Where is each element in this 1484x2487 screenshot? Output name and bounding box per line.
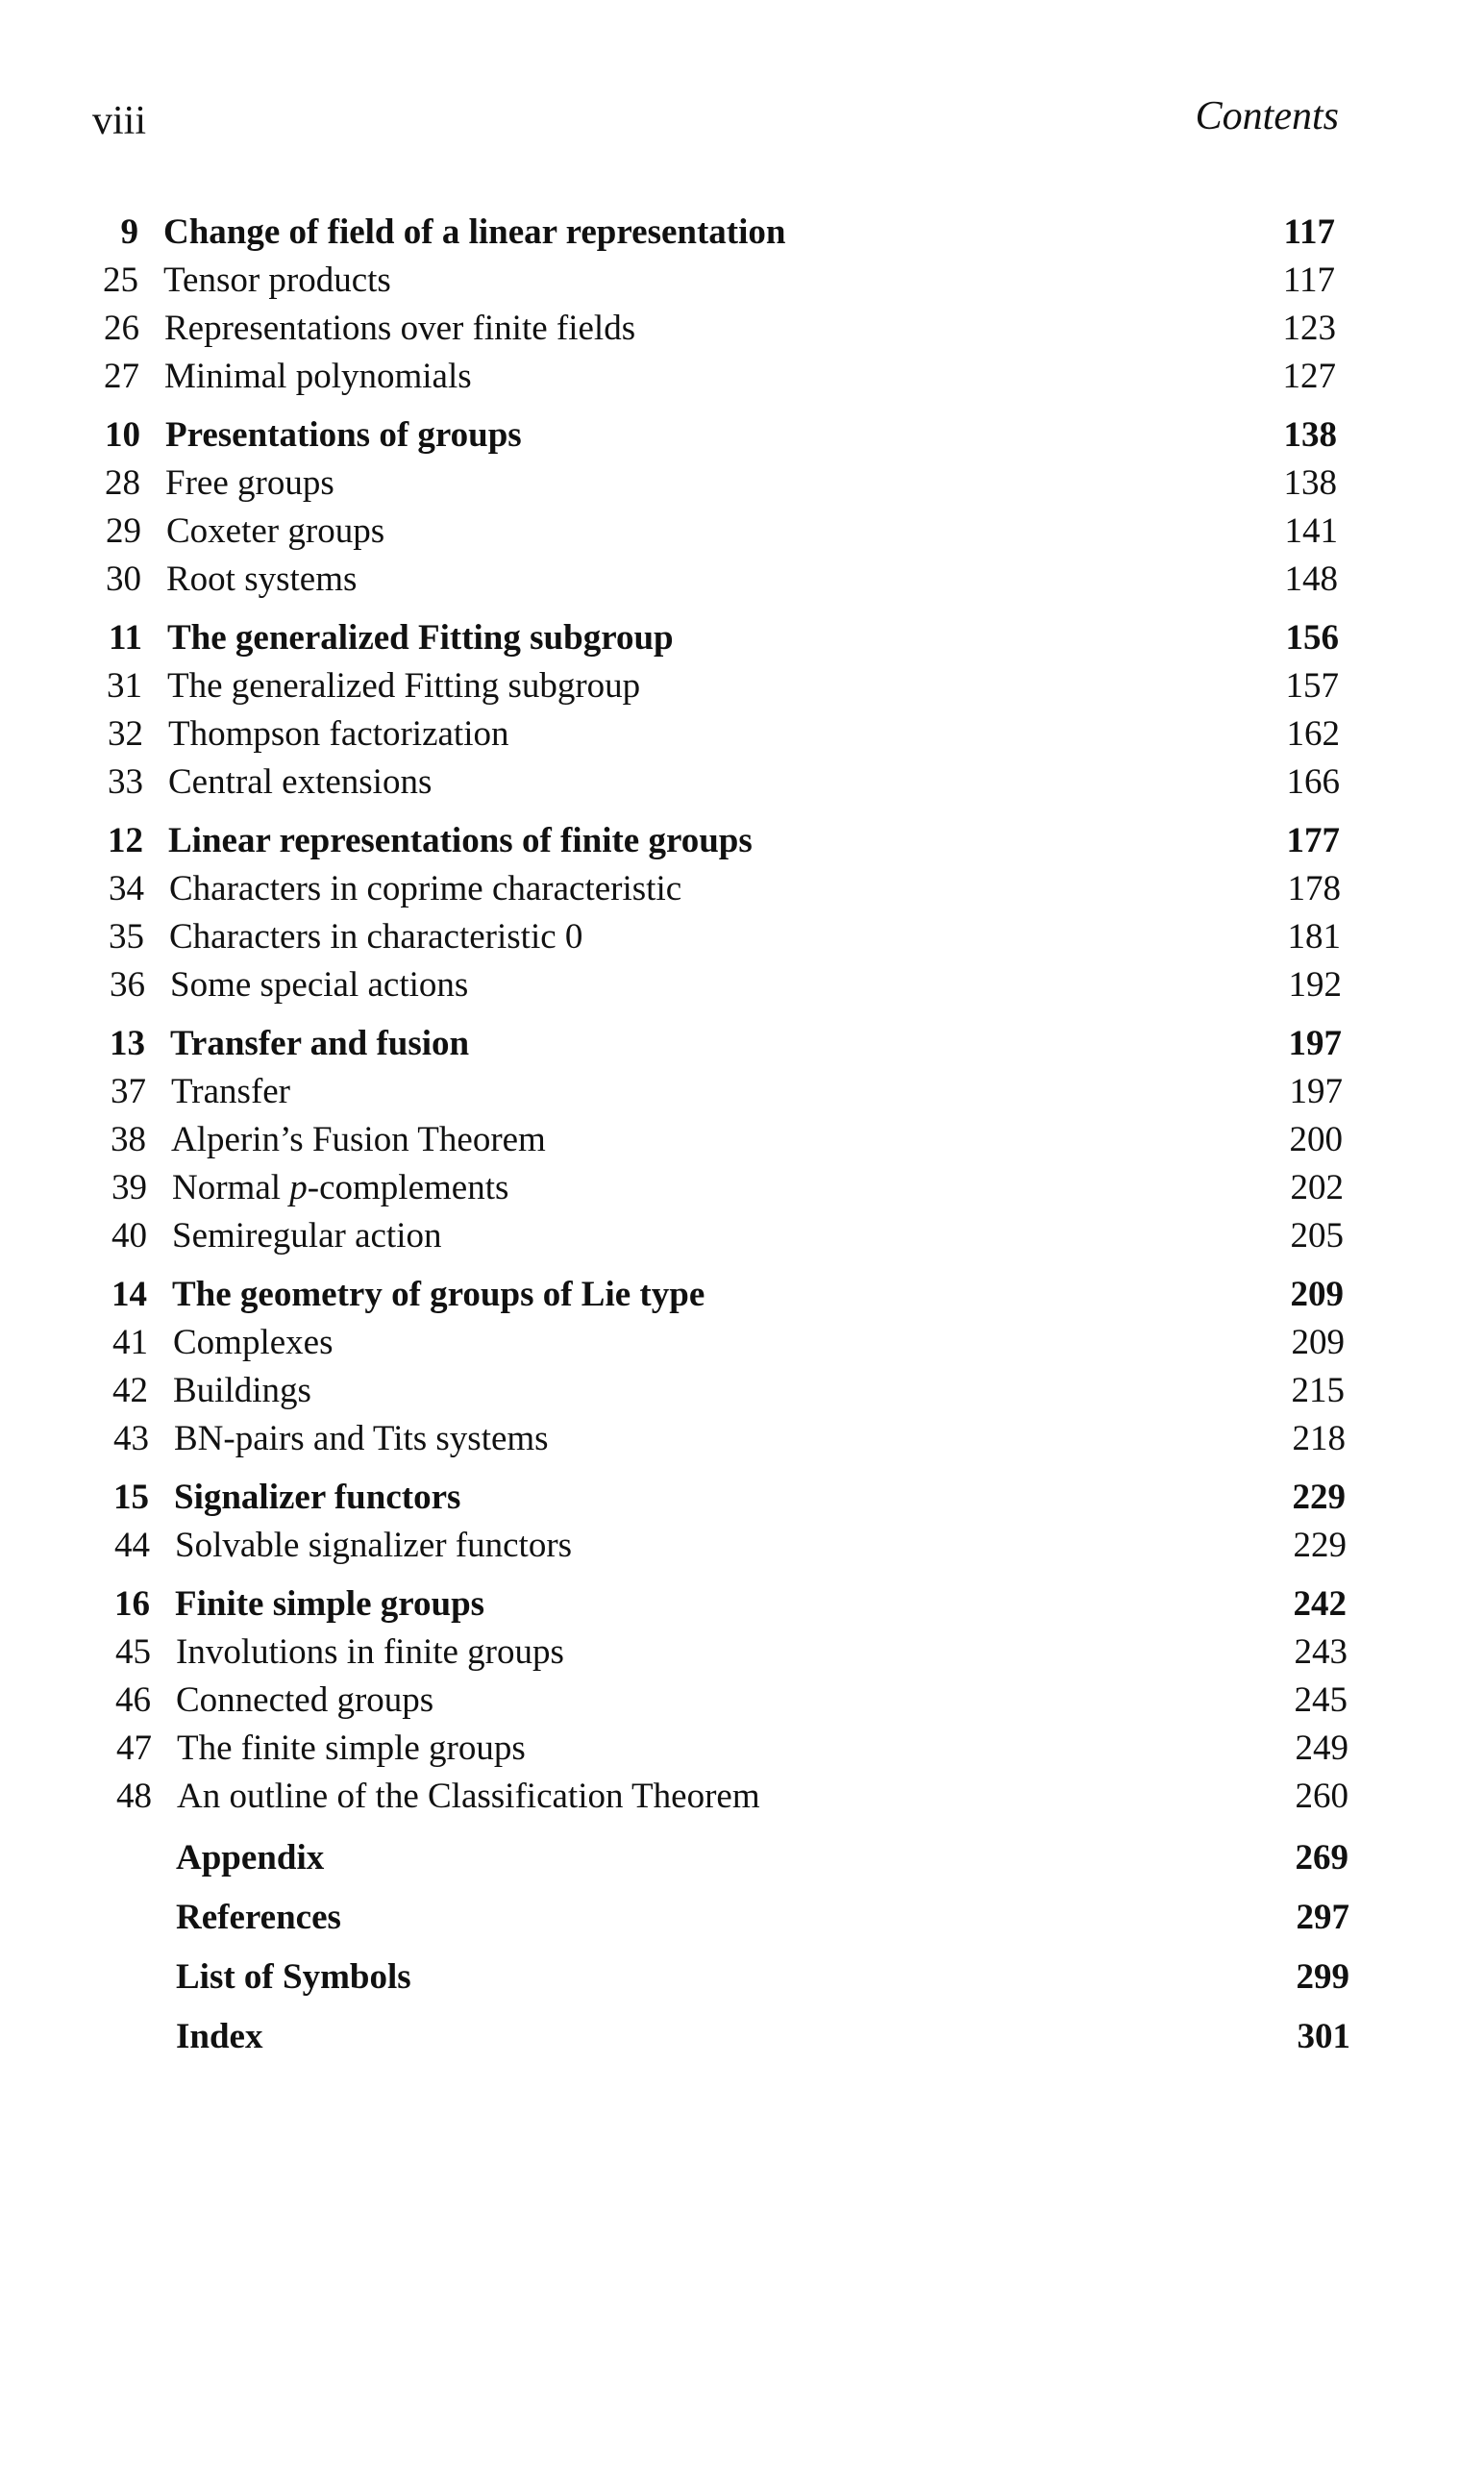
toc-entry-title: The generalized Fitting subgroup [167,618,674,658]
toc-entry-number: 9 [120,212,138,252]
toc-entry-page: 141 [1284,511,1338,551]
toc-entry-page: 197 [1288,1024,1342,1063]
toc-entry-number: 14 [111,1275,147,1314]
toc-entry-title: The finite simple groups [177,1728,526,1768]
toc-entry-page: 200 [1289,1120,1343,1159]
toc-entry[interactable] [0,1021,1484,1067]
toc-entry-number: 28 [105,463,140,503]
toc-entry-title: Thompson factorization [168,714,509,754]
toc-entry-title: Alperin’s Fusion Theorem [171,1120,546,1159]
toc-entry-page: 148 [1284,560,1338,599]
toc-entry-number: 45 [115,1632,151,1672]
toc-entry-page: 157 [1285,666,1339,706]
toc-entry[interactable] [0,509,1484,555]
toc-entry-number: 25 [103,261,138,300]
toc-entry-page: 177 [1286,821,1340,860]
toc-entry-title: Some special actions [170,965,469,1005]
toc-entry-number: 16 [114,1584,150,1624]
toc-entry[interactable] [0,1213,1484,1259]
toc-entry[interactable] [0,1954,1484,2001]
toc-entry-title: Involutions in finite groups [176,1632,564,1672]
toc-entry-page: 301 [1297,2017,1350,2056]
toc-entry[interactable] [0,1581,1484,1628]
toc-entry[interactable] [0,354,1484,400]
toc-entry[interactable] [0,711,1484,758]
toc-entry-number: 27 [104,357,139,396]
toc-entry-title: Characters in characteristic 0 [169,917,583,957]
toc-entry-title: References [176,1898,341,1937]
toc-entry-title: An outline of the Classification Theorem [177,1777,760,1816]
toc-entry[interactable] [0,1320,1484,1366]
toc-entry-number: 26 [104,309,139,348]
toc-entry-number: 44 [114,1526,150,1565]
toc-entry[interactable] [0,2014,1484,2060]
toc-entry-number: 33 [108,762,143,802]
toc-entry[interactable] [0,1165,1484,1211]
toc-entry-title: Finite simple groups [175,1584,485,1624]
toc-entry-number: 39 [111,1168,147,1207]
toc-entry[interactable] [0,914,1484,960]
toc-entry-title: Minimal polynomials [164,357,472,396]
toc-entry[interactable] [0,412,1484,459]
toc-entry-page: 229 [1292,1478,1346,1517]
toc-entry-page: 156 [1285,618,1339,658]
toc-entry-number: 12 [108,821,143,860]
toc-entry-title: Coxeter groups [166,511,385,551]
toc-entry-number: 34 [109,869,144,908]
toc-entry[interactable] [0,1475,1484,1521]
toc-entry-page: 243 [1294,1632,1348,1672]
toc-entry[interactable] [0,1416,1484,1462]
toc-entry[interactable] [0,1835,1484,1881]
toc-entry[interactable] [0,1678,1484,1724]
toc-entry-page: 192 [1288,965,1342,1005]
toc-entry-page: 269 [1295,1838,1348,1878]
toc-entry-number: 37 [111,1072,146,1111]
toc-entry[interactable] [0,1895,1484,1941]
toc-entry-page: 245 [1294,1680,1348,1720]
toc-entry[interactable] [0,1523,1484,1569]
toc-entry-title: Solvable signalizer functors [175,1526,573,1565]
toc-entry-page: 209 [1291,1323,1345,1362]
toc-entry[interactable] [0,557,1484,603]
toc-entry-title: Characters in coprime characteristic [169,869,682,908]
page-number: viii [92,99,147,143]
toc-entry-title: Tensor products [163,261,391,300]
toc-entry-number: 10 [105,415,140,455]
toc-entry-page: 138 [1283,463,1337,503]
toc-entry-title: Normal p-complements [172,1168,509,1207]
toc-entry-page: 249 [1295,1728,1348,1768]
toc-entry-number: 48 [116,1777,152,1816]
toc-entry-number: 29 [106,511,141,551]
toc-entry-number: 43 [113,1419,149,1458]
toc-entry-number: 42 [112,1371,148,1410]
toc-entry-title: Root systems [166,560,358,599]
toc-entry-page: 178 [1287,869,1341,908]
toc-entry-page: 117 [1283,212,1335,252]
toc-entry-number: 15 [113,1478,149,1517]
toc-entry[interactable] [0,1117,1484,1163]
toc-entry-number: 32 [108,714,143,754]
toc-entry-page: 181 [1287,917,1341,957]
toc-entry-title: Transfer and fusion [170,1024,470,1063]
toc-entry[interactable] [0,1726,1484,1772]
toc-entry[interactable] [0,258,1484,304]
toc-entry[interactable] [0,615,1484,661]
toc-entry-page: 166 [1286,762,1340,802]
toc-entry-page: 299 [1296,1957,1349,1997]
toc-entry-number: 47 [116,1728,152,1768]
toc-entry-title: Complexes [173,1323,334,1362]
running-head: Contents [1195,94,1339,138]
toc-entry[interactable] [0,1272,1484,1318]
toc-entry[interactable] [0,1629,1484,1676]
toc-entry-page: 127 [1282,357,1336,396]
toc-entry-number: 13 [110,1024,145,1063]
toc-entry[interactable] [0,759,1484,806]
toc-entry-title: Transfer [171,1072,291,1111]
toc-entry-page: 260 [1295,1777,1348,1816]
toc-entry-number: 30 [106,560,141,599]
toc-entry-title: Buildings [173,1371,311,1410]
toc-entry-page: 229 [1293,1526,1347,1565]
toc-entry[interactable] [0,663,1484,709]
toc-entry-number: 31 [107,666,142,706]
toc-entry-page: 297 [1296,1898,1349,1937]
toc-entry-title: Presentations of groups [165,415,522,455]
toc-entry[interactable] [0,1368,1484,1414]
toc-entry[interactable] [0,1774,1484,1820]
toc-entry-title: BN-pairs and Tits systems [174,1419,549,1458]
toc-entry-title: Linear representations of finite groups [168,821,753,860]
toc-entry[interactable] [0,1069,1484,1115]
toc-entry-page: 138 [1283,415,1337,455]
toc-entry-title: Semiregular action [172,1216,442,1256]
toc-entry-number: 41 [112,1323,148,1362]
toc-entry[interactable] [0,962,1484,1008]
toc-entry-page: 117 [1282,261,1335,300]
toc-entry-page: 218 [1292,1419,1346,1458]
toc-entry-page: 162 [1286,714,1340,754]
toc-entry-title: Connected groups [176,1680,434,1720]
toc-entry-title: List of Symbols [176,1957,411,1997]
toc-entry[interactable] [0,818,1484,864]
toc-entry-title: Appendix [176,1838,325,1878]
toc-entry-number: 46 [115,1680,151,1720]
toc-entry-number: 35 [109,917,144,957]
toc-entry-number: 40 [111,1216,147,1256]
toc-entry-page: 123 [1282,309,1336,348]
toc-entry[interactable] [0,866,1484,912]
toc-entry-number: 38 [111,1120,146,1159]
toc-entry-title: The generalized Fitting subgroup [167,666,641,706]
toc-entry-title: Free groups [165,463,334,503]
toc-entry-page: 209 [1290,1275,1344,1314]
toc-entry-page: 205 [1290,1216,1344,1256]
toc-entry-page: 215 [1291,1371,1345,1410]
toc-entry[interactable] [0,460,1484,507]
toc-entry-page: 242 [1293,1584,1347,1624]
toc-entry-page: 202 [1290,1168,1344,1207]
toc-entry[interactable] [0,210,1484,256]
toc-entry-page: 197 [1289,1072,1343,1111]
toc-entry-title: Change of field of a linear representation [163,212,786,252]
toc-entry-title: Representations over finite fields [164,309,636,348]
toc-entry-number: 36 [110,965,145,1005]
toc-entry-number: 11 [109,618,142,658]
toc-entry-title: Signalizer functors [174,1478,461,1517]
toc-entry-title: The geometry of groups of Lie type [172,1275,705,1314]
toc-entry-title: Central extensions [168,762,433,802]
toc-entry[interactable] [0,306,1484,352]
toc-entry-title: Index [176,2017,263,2056]
